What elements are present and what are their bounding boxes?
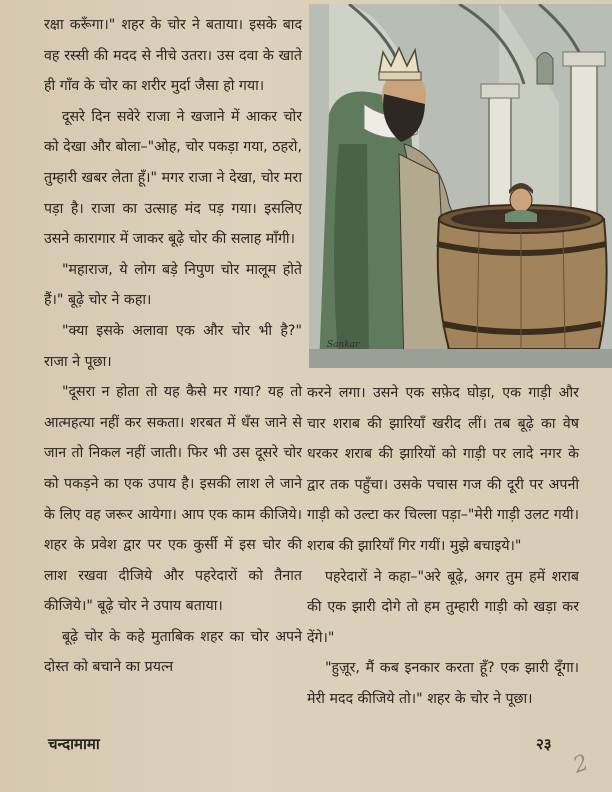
left-text-column <box>44 10 302 683</box>
paragraph: पहरेदारों ने कहा–"अरे बूढ़े, अगर तुम हमें शराब की एक झारी दोगे तो हम तुम्हारी गाड़ी को खड़ा कर देंगे।" <box>307 568 579 646</box>
magazine-name: चन्दामामा <box>48 735 100 753</box>
page-number: २३ <box>536 735 552 753</box>
paragraph: "महाराज, ये लोग बड़े निपुण चोर मालूम होते हैं।" बूढ़े चोर ने कहा। <box>44 261 302 309</box>
paragraph: "क्या इसके अलावा एक और चोर भी है?" राजा ने पूछा। <box>44 322 302 370</box>
artist-signature: Sankar <box>327 340 360 350</box>
story-illustration <box>309 4 612 368</box>
paragraph: रक्षा करूँगा।" शहर के चोर ने बताया। इसके बाद वह रस्सी की मदद से नीचे उतरा। उस दवा के खाते ही गाँव के चोर का शरीर मुर्दा जैसा हो गया। <box>44 17 302 95</box>
handwritten-mark: 2 <box>570 750 592 779</box>
king-and-barrel-drawing <box>309 4 612 368</box>
right-text-column <box>307 378 579 715</box>
paragraph: "हुज़ूर, मैं कब इनकार करता हूँ? एक झारी दूँगा। मेरी मदद कीजिये तो।" शहर के चोर ने पूछा। <box>307 660 579 707</box>
paragraph: बूढ़े चोर के कहे मुताबिक शहर का चोर अपने दोस्त को बचाने का प्रयत्न <box>44 628 302 676</box>
paragraph: "दूसरा न होता तो यह कैसे मर गया? यह तो आत्महत्या नहीं कर सकता। शरबत में धँस जाने से जान तो निकल नहीं जाती। फिर भी उस दूसरे चोर को पकड़ने का एक उपाय है। इसकी लाश ले जाने के लिए वह जरूर आयेगा। आप एक काम कीजिये। शहर के प्रवेश द्वार पर एक कुर्सी में इस चोर की लाश रखवा दीजिये और पहरेदारों को तैनात कीजिये।" बूढ़े चोर ने उपाय बताया। <box>44 384 302 615</box>
paragraph: करने लगा। उसने एक सफ़ेद घोड़ा, एक गाड़ी और चार शराब की झारियाँ खरीद लीं। तब बूढ़े का वेष धरकर शराब की झारियों को गाड़ी पर लादे नगर के द्वार तक पहुँचा। उसके पचास गज की दूरी पर अपनी गाड़ी को उल्टा कर चिल्ला पड़ा–"मेरी गाड़ी उलट गयी। शराब की झारियाँ गिर गयीं। मुझे बचाइये।" <box>307 385 579 554</box>
paragraph: दूसरे दिन सवेरे राजा ने खजाने में आकर चोर को देखा और बोला–"ओह, चोर पकड़ा गया, ठहरो, तुम्हारी खबर लेता हूँ।" मगर राजा ने देखा, चोर मरा पड़ा है। राजा का उत्साह मंद पड़ गया। इसलिए उसने कारागार में जाकर बूढ़े चोर की सलाह माँगी। <box>44 108 302 248</box>
